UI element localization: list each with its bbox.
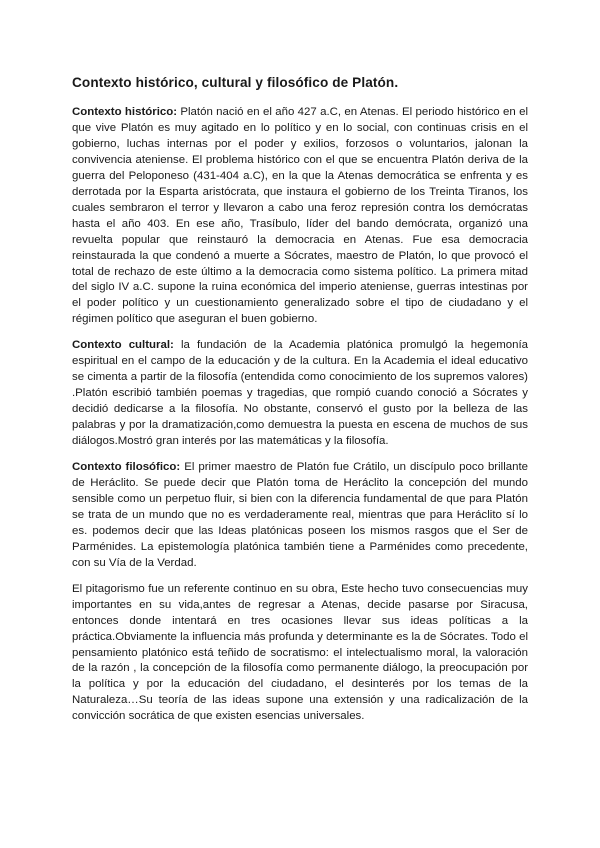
- section-historical: [72, 105, 528, 328]
- section-philosophical: [72, 460, 528, 572]
- section-cultural: [72, 338, 528, 450]
- page-title: Contexto histórico, cultural y filosófico de Platón.: [72, 75, 399, 90]
- section-text-cultural: la fundación de la Academia platónica promulgó la hegemonía espiritual en el campo de la educación y de la cultura. En la Academia el ideal educativo se cimenta a partir de la filosofía (entendida como conocimiento de los supremos valores) .Platón escribió también poemas y tragedias, que rompió cuando conoció a Sócrates y decidió dedicarse a la filosofía. No obstante, conservó el gusto por la belleza de las palabras y por la dramatización,como demuestra la puesta en escena de muchos de sus diálogos.Mostró gran interés por las matemáticas y la filosofía.: [72, 339, 528, 448]
- section-text-historical: Platón nació en el año 427 a.C, en Atenas. El periodo histórico en el que vive Platón es muy agitado en lo político y en lo social, con continuas crisis en el gobierno, luchas internas por el poder y exilios, forzosos o voluntarios, jalonan la convivencia ateniense. El problema histórico con el que se encuentra Platón deriva de la guerra del Peloponeso (431-404 a.C), en la que la Atenas democrática se enfrenta y es derrotada por la Esparta aristócrata, que instaura el gobierno de los Treinta Tiranos, los cuales sembraron el terror y llevaron a cabo una feroz represión contra los demócratas hasta el año 403. En ese año, Trasíbulo, líder del bando demócrata, organizó una revuelta popular que reinstauró la democracia en Atenas. Fue esa democracia reinstaurada la que condenó a muerte a Sócrates, maestro de Platón, lo que provocó el total de rechazo de este último a la democracia como sistema político. La primera mitad del siglo IV a.C. supone la ruina económica del imperio ateniense, guerras intestinas por el poder político y un cuestionamiento generalizado sobre el tipo de ciudadano y el régimen político que aseguran el buen gobierno.: [72, 106, 528, 326]
- section-heading-historical: Contexto histórico:: [72, 106, 178, 118]
- closing-paragraph: El pitagorismo fue un referente continuo en su obra, Este hecho tuvo consecuencias muy importantes en su vida,antes de regresar a Atenas, decide pasarse por Siracusa, entonces donde intentará en tres ocasiones llevar sus ideas políticas a la práctica.Obviamente la influencia más profunda y determinante es la de Sócrates. Todo el pensamiento platónico está teñido de socratismo: el intelectualismo moral, la valoración de la razón , la concepción de la filosofía como permanente diálogo, la preocupación por la política y por la educación del ciudadano, el desinterés por los temas de la Naturaleza…Su teoría de las ideas supone una extensión y una radicalización de la convicción socrática de que existen esencias universales.: [72, 582, 528, 723]
- section-text-philosophical: El primer maestro de Platón fue Crátilo, un discípulo poco brillante de Heráclito. Se puede decir que Platón toma de Heráclito la concepción del mundo sensible como un perpetuo fluir, si bien con la diferencia fundamental de que para Platón se trata de un mundo que no es verdaderamente real, mientras que para Heráclito sí lo es. podemos decir que las Ideas platónicas poseen los mismos rasgos que el Ser de Parménides. La epistemología platónica también tiene a Parménides como precedente, con su Vía de la Verdad.: [72, 461, 528, 569]
- section-heading-cultural: Contexto cultural:: [72, 339, 174, 352]
- section-heading-philosophical: Contexto filosófico:: [72, 461, 181, 474]
- document-body: [72, 74, 528, 735]
